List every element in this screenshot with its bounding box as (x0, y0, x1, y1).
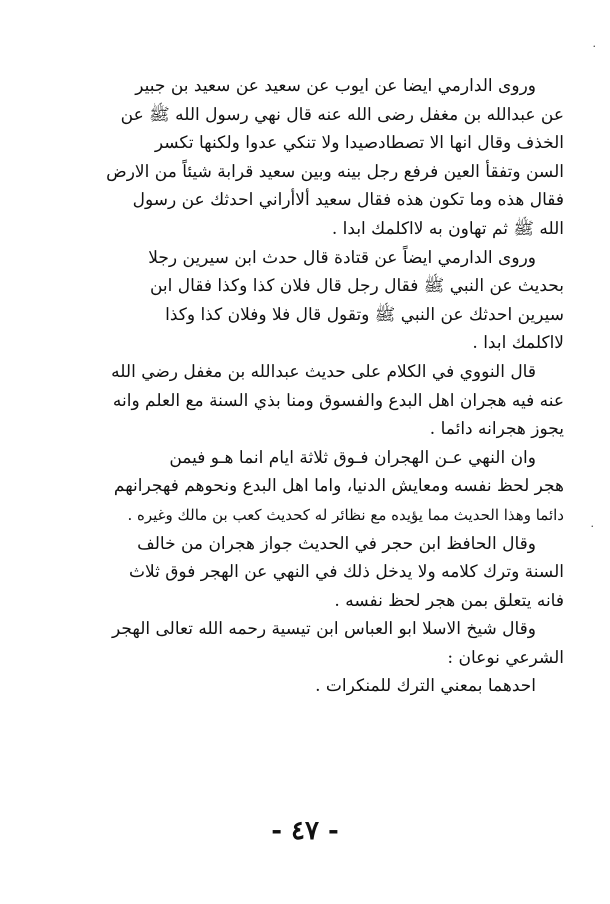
text-line: قال النووي في الكلام على حديث عبدالله بن مغفل رضي الله (111, 361, 536, 382)
text-line: الشرعي نوعان : (447, 647, 564, 668)
text-line: احدهما بمعني الترك للمنكرات . (315, 676, 536, 697)
body-text (86, 72, 564, 701)
text-line: الخذف وقال انها الا تصطادصيدا ولا تنكي عدوا ولكنها تكسر (154, 133, 564, 154)
text-line: وقال الحافظ ابن حجر في الحديث جواز هجران من خالف (137, 533, 536, 554)
text-line: وروى الدارمي ايضاً عن قتادة قال حدث ابن سيرين رجلا (148, 247, 536, 268)
text-line: عنه فيه هجران اهل البدع والفسوق ومنا بذي السنة مع العلم وانه (112, 390, 564, 411)
margin-mark: · (590, 520, 594, 533)
text-line: عن عبدالله بن مغفل رضى الله عنه قال نهي رسول الله ﷺ عن (120, 104, 564, 125)
text-line: بحديث عن النبي ﷺ فقال رجل قال فلان كذا وكذا فقال ابن (149, 276, 564, 297)
text-line: وان النهي عـن الهجران فـوق ثلاثة ايام انما هـو فيمن (169, 447, 536, 468)
text-line: وقال شيخ الاسلا ابو العباس ابن تيسية رحمه الله تعالى الهجر (112, 619, 536, 640)
page-number: - ٤٧ - (271, 816, 339, 846)
margin-mark: · (592, 40, 596, 53)
text-line: السن وتفقأ العين فرفع رجل بينه وبين سعيد قرابة شيئاً من الارض (106, 161, 564, 182)
text-line: دائما وهذا الحديث مما يؤيده مع نظائر له كحديث كعب بن مالك وغيره . (127, 505, 564, 524)
text-line: وروى الدارمي ايضا عن ايوب عن سعيد عن سعيد بن جبير (135, 76, 536, 96)
text-line: لااكلمك ابدا . (472, 333, 564, 354)
text-line: يجوز هجرانه دائما . (429, 419, 564, 440)
text-line: فقال هذه وما تكون هذه فقال سعيد ألاأراني احدثك عن رسول (132, 190, 564, 211)
text-line: السنة وترك كلامه ولا يدخل ذلك في النهي عن الهجر فوق ثلاث (128, 562, 564, 583)
text-line: الله ﷺ ثم تهاون به لااكلمك ابدا . (331, 218, 564, 239)
text-line: فانه يتعلق بمن هجر لحظ نفسه . (334, 590, 564, 611)
text-line: هجر لحظ نفسه ومعايش الدنيا، واما اهل البدع ونحوهم فهجرانهم (113, 476, 564, 497)
text-line: سيرين احدثك عن النبي ﷺ وتقول قال فلا وفلان كذا وكذا (165, 304, 564, 325)
